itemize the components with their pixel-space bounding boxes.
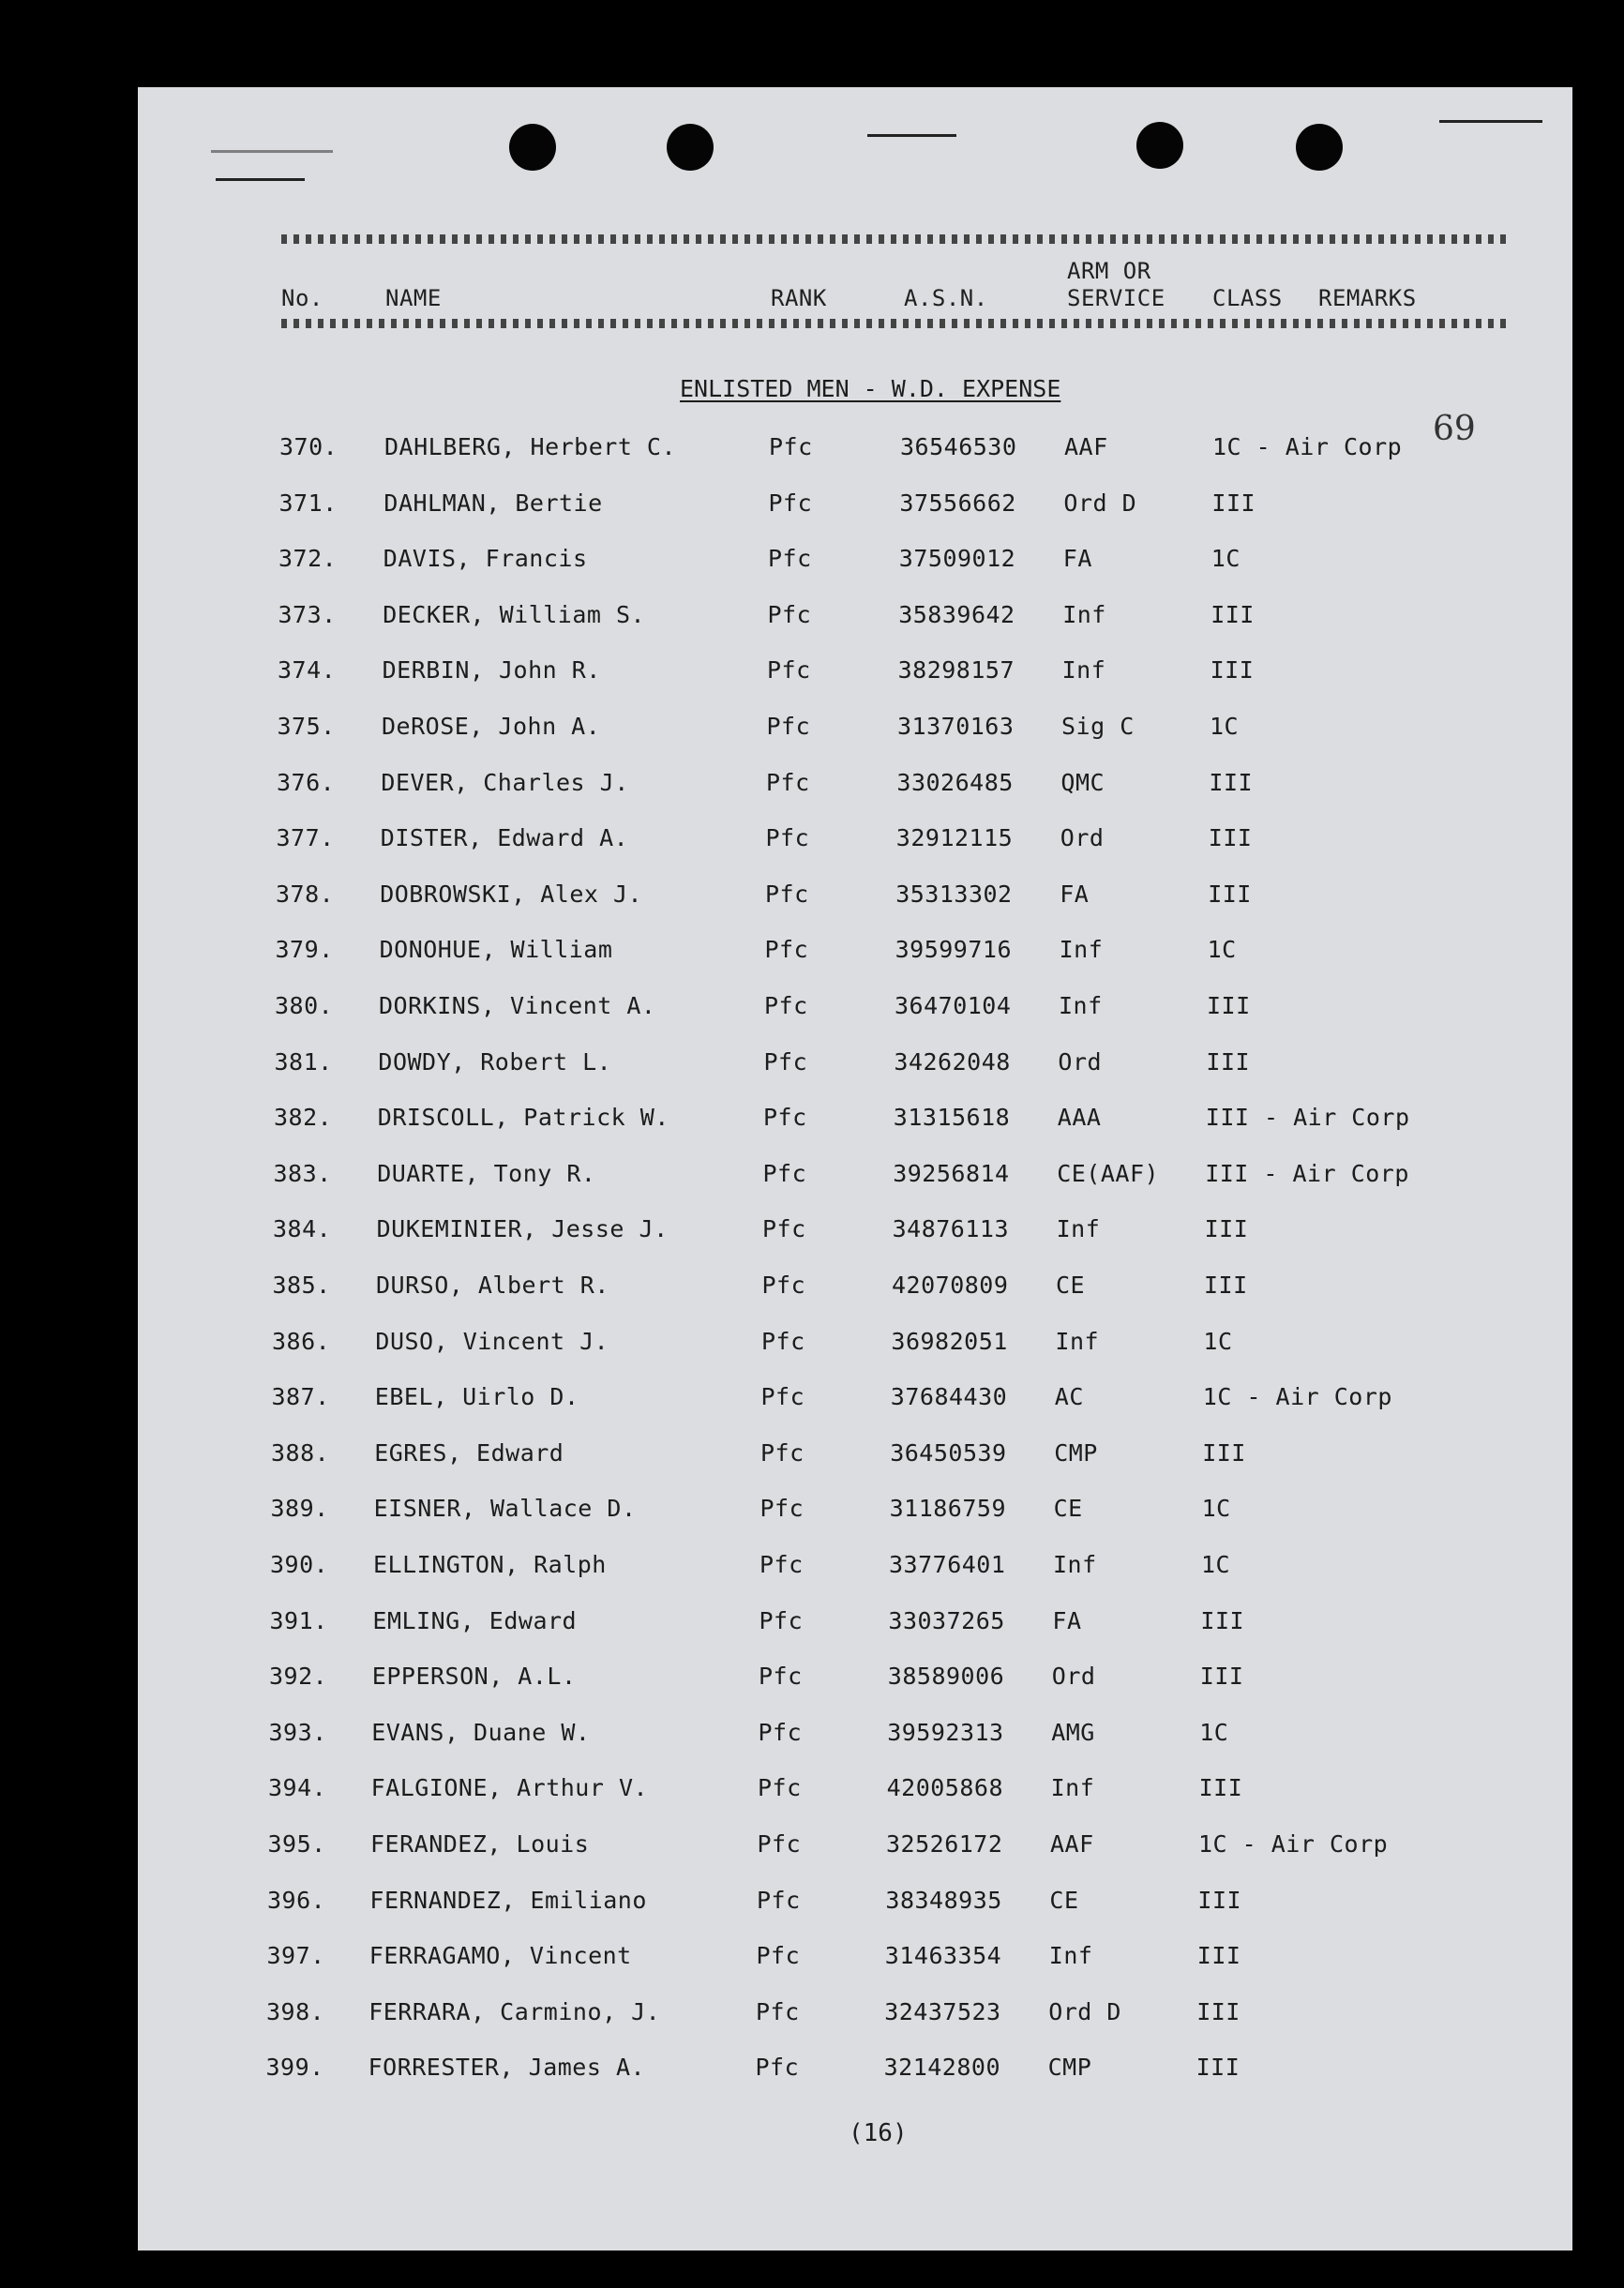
row-class-remarks: III bbox=[1211, 489, 1256, 517]
row-class-remarks: III bbox=[1202, 1438, 1246, 1467]
row-name: DONOHUE, William bbox=[379, 936, 613, 964]
header-name: NAME bbox=[385, 285, 442, 311]
row-class-remarks: III bbox=[1210, 656, 1255, 685]
row-name: DUKEMINIER, Jesse J. bbox=[376, 1215, 669, 1243]
row-number: 398. bbox=[266, 1997, 325, 2025]
row-arm-service: Inf bbox=[1048, 1942, 1093, 1970]
row-name: FERANDEZ, Louis bbox=[370, 1830, 590, 1858]
row-asn: 36470104 bbox=[895, 992, 1012, 1019]
row-class-remarks: III bbox=[1206, 1047, 1251, 1076]
row-asn: 31186759 bbox=[889, 1495, 1007, 1523]
row-class-remarks: III bbox=[1209, 768, 1254, 796]
row-class-remarks: III bbox=[1204, 1272, 1248, 1299]
row-class-remarks: 1C bbox=[1207, 936, 1237, 964]
row-number: 389. bbox=[270, 1495, 329, 1523]
header-rule-bottom bbox=[281, 319, 1511, 328]
row-asn: 42005868 bbox=[886, 1774, 1004, 1802]
row-class-remarks: 1C bbox=[1203, 1327, 1233, 1355]
row-rank: Pfc bbox=[766, 768, 810, 796]
row-number: 374. bbox=[278, 656, 337, 685]
row-arm-service: Ord D bbox=[1063, 489, 1137, 517]
row-rank: Pfc bbox=[768, 489, 813, 517]
row-asn: 34262048 bbox=[894, 1047, 1011, 1076]
header-class: CLASS bbox=[1212, 285, 1283, 311]
row-rank: Pfc bbox=[761, 1327, 805, 1355]
row-arm-service: CE(AAF) bbox=[1057, 1159, 1160, 1187]
row-arm-service: Ord D bbox=[1048, 1997, 1121, 2025]
row-number: 391. bbox=[269, 1606, 328, 1634]
row-asn: 33776401 bbox=[889, 1551, 1006, 1578]
row-rank: Pfc bbox=[763, 1104, 807, 1132]
row-asn: 39592313 bbox=[887, 1718, 1004, 1746]
row-asn: 39599716 bbox=[895, 936, 1013, 964]
row-rank: Pfc bbox=[762, 1159, 807, 1187]
row-class-remarks: III bbox=[1208, 880, 1252, 908]
row-asn: 31370163 bbox=[897, 713, 1015, 740]
row-asn: 34876113 bbox=[892, 1215, 1010, 1243]
row-asn: 35839642 bbox=[898, 600, 1015, 628]
header-rank: RANK bbox=[771, 285, 827, 311]
row-arm-service: Sig C bbox=[1061, 713, 1135, 740]
row-arm-service: Inf bbox=[1059, 936, 1104, 964]
punch-hole bbox=[1136, 122, 1183, 169]
row-number: 377. bbox=[276, 824, 335, 852]
row-class-remarks: 1C - Air Corp bbox=[1212, 433, 1403, 460]
row-name: EVANS, Duane W. bbox=[371, 1718, 591, 1746]
row-name: EMLING, Edward bbox=[372, 1606, 578, 1634]
row-name: DURSO, Albert R. bbox=[376, 1272, 609, 1299]
row-asn: 33026485 bbox=[896, 768, 1014, 796]
row-asn: 37684430 bbox=[890, 1383, 1008, 1411]
row-number: 390. bbox=[270, 1551, 329, 1578]
row-arm-service: CE bbox=[1049, 1886, 1079, 1914]
row-class-remarks: 1C bbox=[1201, 1495, 1231, 1523]
punch-hole bbox=[509, 124, 556, 171]
row-number: 399. bbox=[265, 2054, 324, 2082]
row-class-remarks: III bbox=[1198, 1774, 1243, 1802]
row-arm-service: Inf bbox=[1050, 1774, 1095, 1802]
row-arm-service: Inf bbox=[1059, 992, 1103, 1019]
row-rank: Pfc bbox=[764, 992, 808, 1019]
row-rank: Pfc bbox=[757, 1886, 801, 1914]
row-class-remarks: III - Air Corp bbox=[1205, 1104, 1410, 1132]
row-arm-service: CMP bbox=[1054, 1438, 1098, 1467]
row-name: DERBIN, John R. bbox=[382, 656, 601, 685]
row-asn: 31463354 bbox=[884, 1942, 1002, 1970]
header-no: No. bbox=[281, 285, 323, 311]
page-number: (16) bbox=[849, 2119, 908, 2147]
row-class-remarks: III bbox=[1208, 824, 1253, 852]
row-name: DOWDY, Robert L. bbox=[378, 1047, 612, 1076]
row-name: FORRESTER, James A. bbox=[368, 2054, 646, 2082]
row-class-remarks: 1C - Air Corp bbox=[1198, 1830, 1389, 1858]
row-asn: 32437523 bbox=[884, 1997, 1001, 2025]
row-asn: 32142800 bbox=[883, 2054, 1001, 2082]
row-arm-service: AC bbox=[1054, 1383, 1084, 1411]
row-number: 375. bbox=[277, 713, 336, 740]
row-number: 381. bbox=[274, 1047, 333, 1076]
row-class-remarks: III bbox=[1207, 992, 1251, 1019]
row-arm-service: Ord bbox=[1058, 1047, 1103, 1076]
stray-mark bbox=[867, 134, 956, 137]
row-number: 397. bbox=[266, 1942, 325, 1970]
row-name: FERRARA, Carmino, J. bbox=[368, 1997, 661, 2025]
row-rank: Pfc bbox=[760, 1383, 805, 1411]
row-rank: Pfc bbox=[760, 1438, 804, 1467]
row-asn: 35313302 bbox=[895, 880, 1013, 908]
row-class-remarks: 1C bbox=[1210, 545, 1241, 573]
row-number: 387. bbox=[271, 1383, 330, 1411]
row-rank: Pfc bbox=[756, 1997, 800, 2025]
row-rank: Pfc bbox=[759, 1495, 804, 1523]
row-name: FERRAGAMO, Vincent bbox=[368, 1942, 632, 1970]
row-asn: 36982051 bbox=[891, 1327, 1008, 1355]
row-rank: Pfc bbox=[759, 1663, 803, 1691]
row-number: 388. bbox=[271, 1438, 330, 1467]
row-class-remarks: III bbox=[1196, 1942, 1241, 1970]
row-arm-service: CMP bbox=[1047, 2054, 1092, 2082]
stray-mark bbox=[216, 178, 305, 181]
row-asn: 38298157 bbox=[897, 656, 1015, 685]
row-asn: 38348935 bbox=[885, 1886, 1002, 1914]
row-arm-service: AAF bbox=[1050, 1830, 1094, 1858]
row-name: DOBROWSKI, Alex J. bbox=[380, 880, 643, 908]
row-number: 386. bbox=[272, 1327, 331, 1355]
row-rank: Pfc bbox=[756, 1942, 801, 1970]
row-arm-service: Ord bbox=[1051, 1663, 1096, 1691]
row-class-remarks: III bbox=[1197, 1886, 1242, 1914]
row-name: FERNANDEZ, Emiliano bbox=[369, 1886, 647, 1914]
row-rank: Pfc bbox=[757, 1830, 802, 1858]
page-mark: 69 bbox=[1433, 410, 1476, 448]
row-rank: Pfc bbox=[755, 2054, 800, 2082]
row-arm-service: CE bbox=[1053, 1495, 1083, 1523]
row-asn: 36546530 bbox=[900, 433, 1017, 460]
row-class-remarks: 1C bbox=[1201, 1551, 1231, 1578]
row-class-remarks: III bbox=[1196, 1997, 1241, 2025]
row-name: DISTER, Edward A. bbox=[380, 824, 629, 852]
row-class-remarks: 1C bbox=[1199, 1718, 1229, 1746]
row-number: 383. bbox=[273, 1159, 332, 1187]
row-name: DECKER, William S. bbox=[383, 600, 646, 628]
row-name: DEVER, Charles J. bbox=[381, 768, 629, 796]
row-name: EISNER, Wallace D. bbox=[373, 1495, 637, 1523]
row-rank: Pfc bbox=[758, 1774, 802, 1802]
row-name: DAHLBERG, Herbert C. bbox=[384, 433, 677, 460]
row-number: 379. bbox=[275, 936, 334, 964]
row-arm-service: QMC bbox=[1060, 768, 1105, 796]
row-name: FALGIONE, Arthur V. bbox=[370, 1774, 649, 1802]
stray-mark bbox=[211, 150, 333, 153]
row-rank: Pfc bbox=[767, 656, 811, 685]
row-name: DAVIS, Francis bbox=[383, 545, 588, 573]
row-class-remarks: III bbox=[1199, 1663, 1244, 1691]
row-class-remarks: 1C - Air Corp bbox=[1202, 1383, 1392, 1411]
section-title: ENLISTED MEN - W.D. EXPENSE bbox=[680, 375, 1061, 402]
row-class-remarks: III bbox=[1210, 600, 1255, 628]
row-rank: Pfc bbox=[764, 936, 809, 964]
row-rank: Pfc bbox=[767, 600, 812, 628]
row-asn: 32912115 bbox=[895, 824, 1014, 852]
row-number: 396. bbox=[267, 1886, 326, 1914]
row-class-remarks: III bbox=[1200, 1606, 1245, 1634]
row-arm-service: FA bbox=[1052, 1606, 1082, 1634]
row-rank: Pfc bbox=[759, 1606, 804, 1634]
row-name: DeROSE, John A. bbox=[382, 713, 601, 740]
row-asn: 37556662 bbox=[899, 489, 1016, 517]
header-arm-line2: SERVICE bbox=[1067, 285, 1165, 311]
row-rank: Pfc bbox=[765, 880, 809, 908]
row-rank: Pfc bbox=[766, 713, 811, 740]
row-class-remarks: III bbox=[1195, 2054, 1241, 2082]
row-number: 373. bbox=[278, 600, 337, 628]
row-arm-service: Inf bbox=[1053, 1551, 1097, 1578]
row-number: 371. bbox=[278, 489, 338, 517]
row-arm-service: Inf bbox=[1056, 1215, 1101, 1243]
row-rank: Pfc bbox=[768, 545, 812, 573]
row-asn: 33037265 bbox=[888, 1606, 1005, 1634]
row-arm-service: Inf bbox=[1061, 656, 1106, 685]
header-asn: A.S.N. bbox=[904, 285, 988, 311]
row-asn: 42070809 bbox=[892, 1272, 1009, 1299]
punch-hole bbox=[1296, 124, 1343, 171]
row-asn: 31315618 bbox=[893, 1104, 1011, 1132]
row-asn: 38589006 bbox=[887, 1663, 1005, 1691]
row-number: 370. bbox=[279, 433, 338, 460]
stray-mark bbox=[1439, 120, 1542, 123]
row-arm-service: FA bbox=[1062, 545, 1092, 573]
row-number: 382. bbox=[274, 1104, 333, 1132]
row-arm-service: Inf bbox=[1055, 1327, 1100, 1355]
row-rank: Pfc bbox=[759, 1551, 804, 1578]
row-rank: Pfc bbox=[762, 1215, 806, 1243]
row-rank: Pfc bbox=[758, 1718, 803, 1746]
row-number: 395. bbox=[267, 1830, 326, 1858]
row-asn: 39256814 bbox=[893, 1159, 1010, 1187]
row-number: 384. bbox=[273, 1215, 332, 1243]
row-number: 394. bbox=[268, 1774, 327, 1802]
row-name: DORKINS, Vincent A. bbox=[379, 992, 656, 1019]
row-number: 393. bbox=[268, 1718, 327, 1746]
row-class-remarks: III - Air Corp bbox=[1205, 1159, 1409, 1187]
row-arm-service: AMG bbox=[1051, 1718, 1095, 1746]
row-name: DUARTE, Tony R. bbox=[377, 1159, 596, 1187]
row-number: 376. bbox=[277, 768, 336, 796]
row-class-remarks: III bbox=[1204, 1215, 1249, 1243]
row-asn: 36450539 bbox=[890, 1438, 1007, 1467]
row-name: DAHLMAN, Bertie bbox=[383, 489, 603, 517]
row-name: DRISCOLL, Patrick W. bbox=[377, 1104, 669, 1132]
row-name: DUSO, Vincent J. bbox=[375, 1327, 609, 1355]
row-class-remarks: 1C bbox=[1210, 713, 1240, 740]
row-rank: Pfc bbox=[761, 1272, 806, 1299]
row-arm-service: FA bbox=[1060, 880, 1090, 908]
row-number: 378. bbox=[276, 880, 335, 908]
row-asn: 32526172 bbox=[886, 1830, 1003, 1858]
row-number: 385. bbox=[272, 1272, 331, 1299]
row-name: EPPERSON, A.L. bbox=[371, 1663, 577, 1691]
row-number: 392. bbox=[269, 1663, 328, 1691]
header-rule-top bbox=[281, 234, 1511, 244]
row-arm-service: AAF bbox=[1064, 433, 1108, 460]
row-arm-service: Inf bbox=[1062, 600, 1106, 628]
header-remarks: REMARKS bbox=[1318, 285, 1417, 311]
row-name: ELLINGTON, Ralph bbox=[373, 1551, 607, 1578]
punch-hole bbox=[667, 124, 714, 171]
row-rank: Pfc bbox=[765, 824, 810, 852]
row-number: 372. bbox=[278, 545, 338, 573]
row-asn: 37509012 bbox=[898, 545, 1016, 573]
row-arm-service: AAA bbox=[1057, 1104, 1102, 1132]
row-rank: Pfc bbox=[769, 433, 813, 460]
header-arm-line1: ARM OR bbox=[1067, 258, 1151, 284]
row-name: EBEL, Uirlo D. bbox=[374, 1383, 579, 1411]
row-number: 380. bbox=[275, 992, 334, 1019]
row-name: EGRES, Edward bbox=[374, 1438, 564, 1467]
row-arm-service: CE bbox=[1056, 1272, 1086, 1299]
row-rank: Pfc bbox=[763, 1047, 808, 1076]
row-arm-service: Ord bbox=[1060, 824, 1105, 852]
